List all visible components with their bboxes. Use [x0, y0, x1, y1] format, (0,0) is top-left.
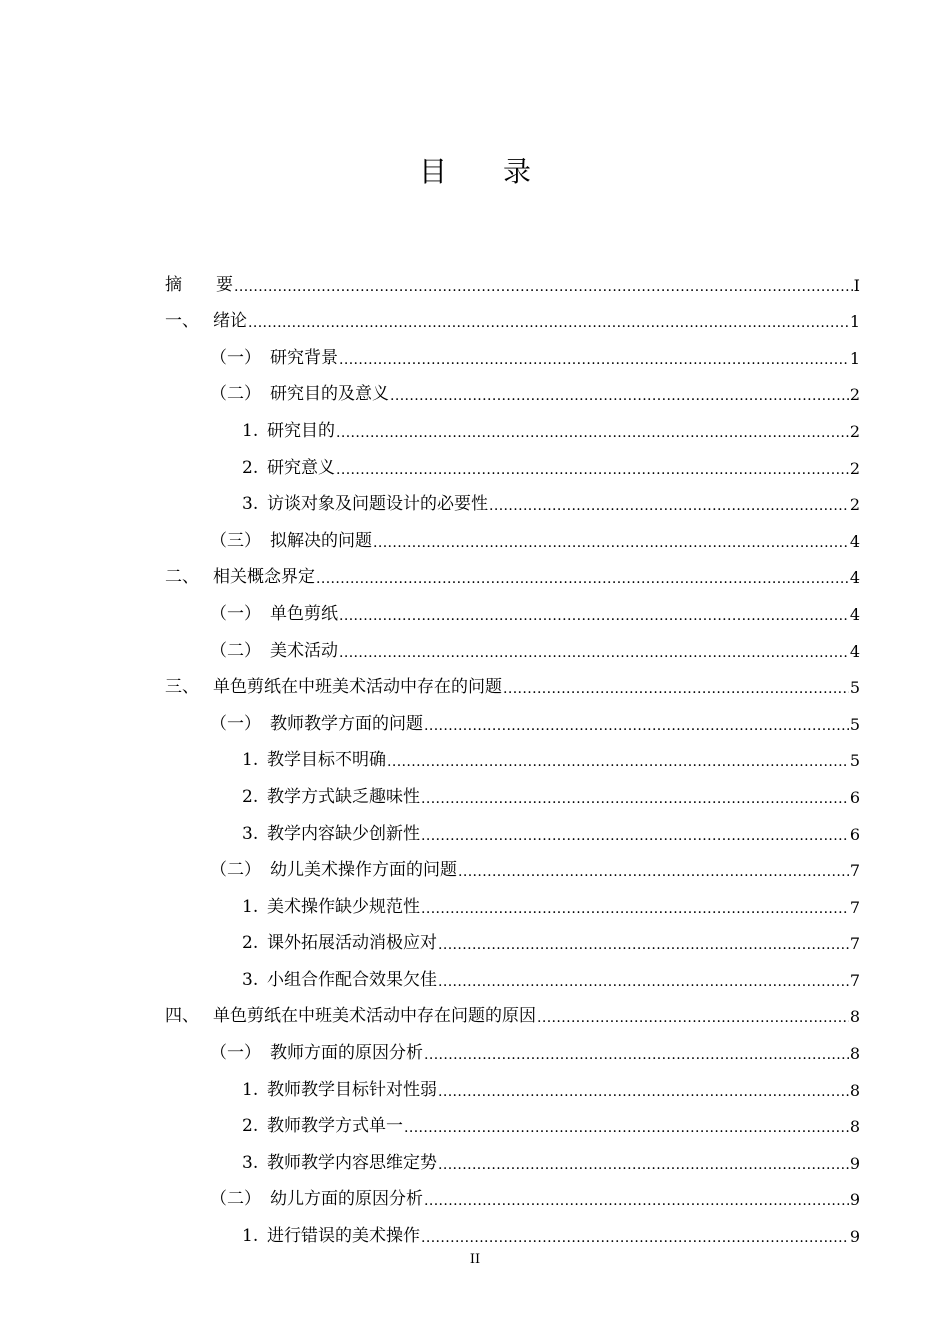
toc-entry-page: 4	[849, 568, 860, 588]
dot-leader	[421, 902, 849, 916]
toc-entry-number: 1.	[242, 1226, 259, 1247]
toc-entry-page: 2	[849, 421, 860, 441]
toc-entry-number: 2.	[242, 786, 259, 807]
dot-leader	[336, 463, 849, 477]
toc-entry-number: （一）	[210, 603, 261, 624]
toc-entry-title: 单色剪纸在中班美术活动中存在的问题	[213, 677, 502, 698]
page-number: II	[469, 1252, 481, 1267]
toc-entry-page: 9	[849, 1227, 860, 1247]
toc-entry[interactable]	[165, 330, 860, 367]
toc-entry-title: 教学方式缺乏趣味性	[267, 786, 420, 807]
dot-leader	[339, 646, 849, 660]
toc-entry-number: 3.	[242, 969, 259, 990]
toc-entry[interactable]	[165, 440, 860, 477]
toc-entry-title: 研究背景	[270, 347, 338, 368]
toc-entry[interactable]	[165, 916, 860, 953]
toc-entry-page: 2	[849, 495, 860, 515]
toc-entry-page: 7	[849, 861, 860, 881]
dot-leader	[339, 353, 849, 367]
dot-leader	[438, 1085, 849, 1099]
toc-entry[interactable]	[165, 513, 860, 550]
dot-leader	[373, 536, 849, 550]
toc-entry-title: 拟解决的问题	[270, 530, 372, 551]
toc-entry-title: 摘 要	[165, 274, 233, 295]
toc-entry-number: 二、	[165, 567, 199, 588]
toc-entry[interactable]	[165, 1172, 860, 1209]
toc-entry-title: 绪论	[213, 311, 247, 332]
toc-entry-number: （二）	[210, 640, 261, 661]
toc-entry-page: 5	[849, 714, 860, 734]
dot-leader	[503, 682, 849, 696]
toc-entry-page: 6	[849, 787, 860, 807]
toc-entry-page: 8	[849, 1117, 860, 1137]
toc-entry-page: 4	[849, 604, 860, 624]
toc-entry-page: 7	[849, 970, 860, 990]
toc-entry-title: 研究目的	[267, 420, 335, 441]
toc-entry-number: 一、	[165, 311, 199, 332]
table-of-contents	[165, 257, 860, 1245]
toc-entry-number: 1.	[242, 750, 259, 771]
toc-entry[interactable]	[165, 879, 860, 916]
toc-entry-number: （一）	[210, 1043, 261, 1064]
dot-leader	[404, 1121, 849, 1135]
dot-leader	[339, 609, 849, 623]
toc-entry-number: （二）	[210, 1189, 261, 1210]
toc-entry-number: 2.	[242, 933, 259, 954]
toc-entry-title: 课外拓展活动消极应对	[267, 933, 437, 954]
toc-entry-title: 小组合作配合效果欠佳	[267, 969, 437, 990]
toc-entry-page: 7	[849, 897, 860, 917]
toc-entry-title: 研究目的及意义	[270, 384, 389, 405]
toc-entry-title: 教师教学内容思维定势	[267, 1152, 437, 1173]
toc-entry-number: 3.	[242, 1152, 259, 1173]
toc-entry-number: 三、	[165, 677, 199, 698]
toc-entry[interactable]	[165, 1099, 860, 1136]
toc-entry-number: 1.	[242, 1079, 259, 1100]
dot-leader	[234, 280, 853, 294]
toc-entry[interactable]	[165, 623, 860, 660]
toc-entry-page: 6	[849, 824, 860, 844]
dot-leader	[438, 975, 849, 989]
toc-title: 目 录	[418, 155, 531, 188]
dot-leader	[424, 1194, 849, 1208]
toc-entry-number: （一）	[210, 713, 261, 734]
toc-entry-page: 8	[849, 1007, 860, 1027]
toc-entry-title: 幼儿美术操作方面的问题	[270, 860, 457, 881]
toc-entry-title: 教师教学方面的问题	[270, 713, 423, 734]
toc-entry-title: 研究意义	[267, 457, 335, 478]
toc-entry-title: 教学目标不明确	[267, 750, 386, 771]
dot-leader	[438, 1158, 849, 1172]
toc-entry[interactable]	[165, 586, 860, 623]
toc-entry-page: 9	[849, 1190, 860, 1210]
toc-entry-page: 2	[849, 458, 860, 478]
dot-leader	[421, 1231, 849, 1245]
toc-entry[interactable]	[165, 1025, 860, 1062]
toc-entry[interactable]	[165, 952, 860, 989]
toc-entry-page: 8	[849, 1044, 860, 1064]
toc-entry-page: I	[853, 275, 860, 295]
toc-entry-title: 单色剪纸	[270, 603, 338, 624]
toc-entry[interactable]	[165, 806, 860, 843]
toc-entry-title: 进行错误的美术操作	[267, 1226, 420, 1247]
toc-entry-number: 1.	[242, 896, 259, 917]
toc-entry[interactable]	[165, 294, 860, 331]
toc-entry[interactable]	[165, 257, 860, 294]
toc-entry-number: （二）	[210, 860, 261, 881]
dot-leader	[438, 938, 849, 952]
toc-entry-page: 2	[849, 385, 860, 405]
toc-entry-title: 教学内容缺少创新性	[267, 823, 420, 844]
toc-entry-title: 单色剪纸在中班美术活动中存在问题的原因	[213, 1006, 536, 1027]
toc-entry[interactable]	[165, 477, 860, 514]
toc-entry[interactable]	[165, 367, 860, 404]
toc-entry[interactable]	[165, 1208, 860, 1245]
toc-entry-title: 美术活动	[270, 640, 338, 661]
toc-entry[interactable]	[165, 989, 860, 1026]
dot-leader	[421, 829, 849, 843]
toc-entry-number: 2.	[242, 1116, 259, 1137]
dot-leader	[387, 755, 849, 769]
toc-entry-page: 1	[849, 312, 860, 332]
toc-entry-number: 1.	[242, 420, 259, 441]
toc-entry-page: 4	[849, 531, 860, 551]
toc-entry[interactable]	[165, 733, 860, 770]
toc-entry-title: 教师教学目标针对性弱	[267, 1079, 437, 1100]
toc-entry-page: 4	[849, 641, 860, 661]
dot-leader	[489, 499, 849, 513]
dot-leader	[336, 426, 849, 440]
toc-entry-page: 9	[849, 1153, 860, 1173]
dot-leader	[316, 572, 849, 586]
toc-entry[interactable]	[165, 403, 860, 440]
dot-leader	[248, 316, 849, 330]
toc-entry-number: （三）	[210, 530, 261, 551]
toc-entry-page: 5	[849, 751, 860, 771]
dot-leader	[421, 792, 849, 806]
toc-entry-number: （二）	[210, 384, 261, 405]
toc-entry-title: 访谈对象及问题设计的必要性	[267, 494, 488, 515]
toc-entry[interactable]	[165, 843, 860, 880]
dot-leader	[537, 1011, 849, 1025]
toc-entry[interactable]	[165, 1135, 860, 1172]
toc-entry[interactable]	[165, 696, 860, 733]
dot-leader	[424, 1048, 849, 1062]
toc-entry-number: 2.	[242, 457, 259, 478]
toc-entry-number: （一）	[210, 347, 261, 368]
toc-entry-page: 7	[849, 934, 860, 954]
toc-entry-title: 幼儿方面的原因分析	[270, 1189, 423, 1210]
toc-entry-page: 8	[849, 1080, 860, 1100]
dot-leader	[424, 719, 849, 733]
toc-entry-number: 四、	[165, 1006, 199, 1027]
toc-entry-title: 教师方面的原因分析	[270, 1043, 423, 1064]
toc-entry-number: 3.	[242, 494, 259, 515]
toc-entry-title: 相关概念界定	[213, 567, 315, 588]
dot-leader	[390, 389, 849, 403]
toc-entry-title: 美术操作缺少规范性	[267, 896, 420, 917]
toc-entry[interactable]	[165, 769, 860, 806]
toc-entry-page: 5	[849, 678, 860, 698]
toc-entry[interactable]	[165, 550, 860, 587]
toc-entry-number: 3.	[242, 823, 259, 844]
toc-entry[interactable]	[165, 660, 860, 697]
toc-entry-page: 1	[849, 348, 860, 368]
toc-entry-title: 教师教学方式单一	[267, 1116, 403, 1137]
toc-entry[interactable]	[165, 1062, 860, 1099]
dot-leader	[458, 865, 849, 879]
